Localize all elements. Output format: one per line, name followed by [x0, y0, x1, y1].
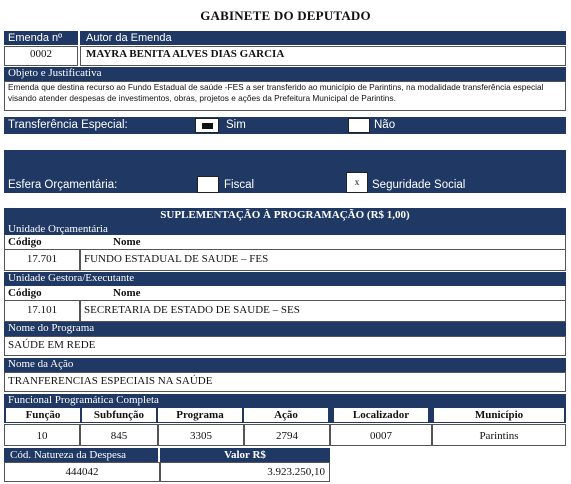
esfera-fiscal-label: Fiscal — [224, 179, 255, 191]
funcional-header-acao: Ação — [244, 408, 328, 422]
funcional-header-municipio: Município — [434, 408, 564, 422]
funcional-value-funcao: 10 — [4, 424, 80, 446]
page-title: GABINETE DO DEPUTADO — [200, 8, 371, 23]
unidade-orcamentaria-label: Unidade Orçamentária — [4, 223, 566, 235]
funcional-header-programa: Programa — [158, 408, 242, 422]
funcional-header-localizador: Localizador — [334, 408, 428, 422]
ug-codigo-value: 17.101 — [26, 304, 58, 316]
funcional-label: Funcional Programática Completa — [4, 394, 566, 406]
natureza-valor-cell: 3.923.250,10 — [160, 462, 330, 482]
transferencia-label: Transferência Especial: — [8, 119, 128, 131]
unidade-gestora-label: Unidade Gestora/Executante — [4, 272, 566, 286]
emenda-numero-value: 0002 — [30, 48, 52, 60]
emenda-autor-value: MAYRA BENITA ALVES DIAS GARCIA — [86, 48, 285, 60]
checkbox-filled-mark — [202, 123, 213, 129]
unidade-orcamentaria-subheader — [4, 235, 566, 249]
funcional-value-localizador: 0007 — [330, 424, 432, 446]
uo-nome-label: Nome — [113, 236, 141, 248]
funcional-header-funcao: Função — [6, 408, 80, 422]
natureza-codigo-cell: 444042 — [4, 462, 160, 482]
emenda-header-divider — [78, 31, 80, 45]
funcional-value-programa: 3305 — [158, 424, 244, 446]
esfera-fiscal-checkbox[interactable] — [197, 176, 219, 193]
uo-codigo-label: Código — [8, 236, 42, 248]
funcional-value-subfuncao: 845 — [80, 424, 158, 446]
esfera-seguridade-label: Seguridade Social — [372, 179, 466, 191]
emenda-numero-label: Emenda nº — [8, 32, 63, 44]
transferencia-nao-label: Não — [374, 119, 396, 131]
uo-codigo-value: 17.701 — [26, 253, 58, 265]
funcional-value-municipio: Parintins — [432, 424, 566, 446]
ug-nome-value: SECRETARIA DE ESTADO DE SAUDE – SES — [84, 304, 300, 316]
natureza-label: Cód. Natureza da Despesa — [10, 449, 127, 461]
acao-label: Nome da Ação — [4, 358, 566, 372]
emenda-autor-label: Autor da Emenda — [86, 32, 172, 44]
programa-value: SAÚDE EM REDE — [8, 339, 96, 351]
transferencia-nao-checkbox[interactable] — [348, 118, 370, 133]
ug-nome-label: Nome — [113, 287, 141, 299]
esfera-seguridade-checkbox[interactable]: x — [346, 172, 368, 193]
esfera-label: Esfera Orçamentária: — [8, 179, 118, 191]
funcional-header-subfuncao: Subfunção — [82, 408, 156, 422]
objeto-text: Emenda que destina recurso ao Fundo Estadual de saúde -FES a ser transferido ao município de Parintins, na modalidade transferência especial visando atender despesas de investimentos, obras, projetos e ações da Prefeitura Municipal de Parintins. — [8, 82, 544, 103]
ug-codigo-label: Código — [8, 287, 42, 299]
acao-value: TRANFERENCIAS ESPECIAIS NA SAÚDE — [8, 375, 213, 387]
suplementacao-title-band: SUPLEMENTAÇÃO À PROGRAMAÇÃO (R$ 1,00) — [4, 208, 566, 223]
programa-label: Nome do Programa — [4, 322, 566, 336]
unidade-gestora-subheader — [4, 286, 566, 300]
uo-nome-value: FUNDO ESTADUAL DE SAUDE – FES — [84, 253, 269, 265]
transferencia-sim-label: Sim — [226, 119, 246, 131]
transferencia-sim-checkbox[interactable] — [195, 118, 219, 133]
natureza-valor-label: Valor R$ — [224, 449, 266, 461]
funcional-value-acao: 2794 — [244, 424, 330, 446]
objeto-label: Objeto e Justificativa — [4, 67, 566, 81]
